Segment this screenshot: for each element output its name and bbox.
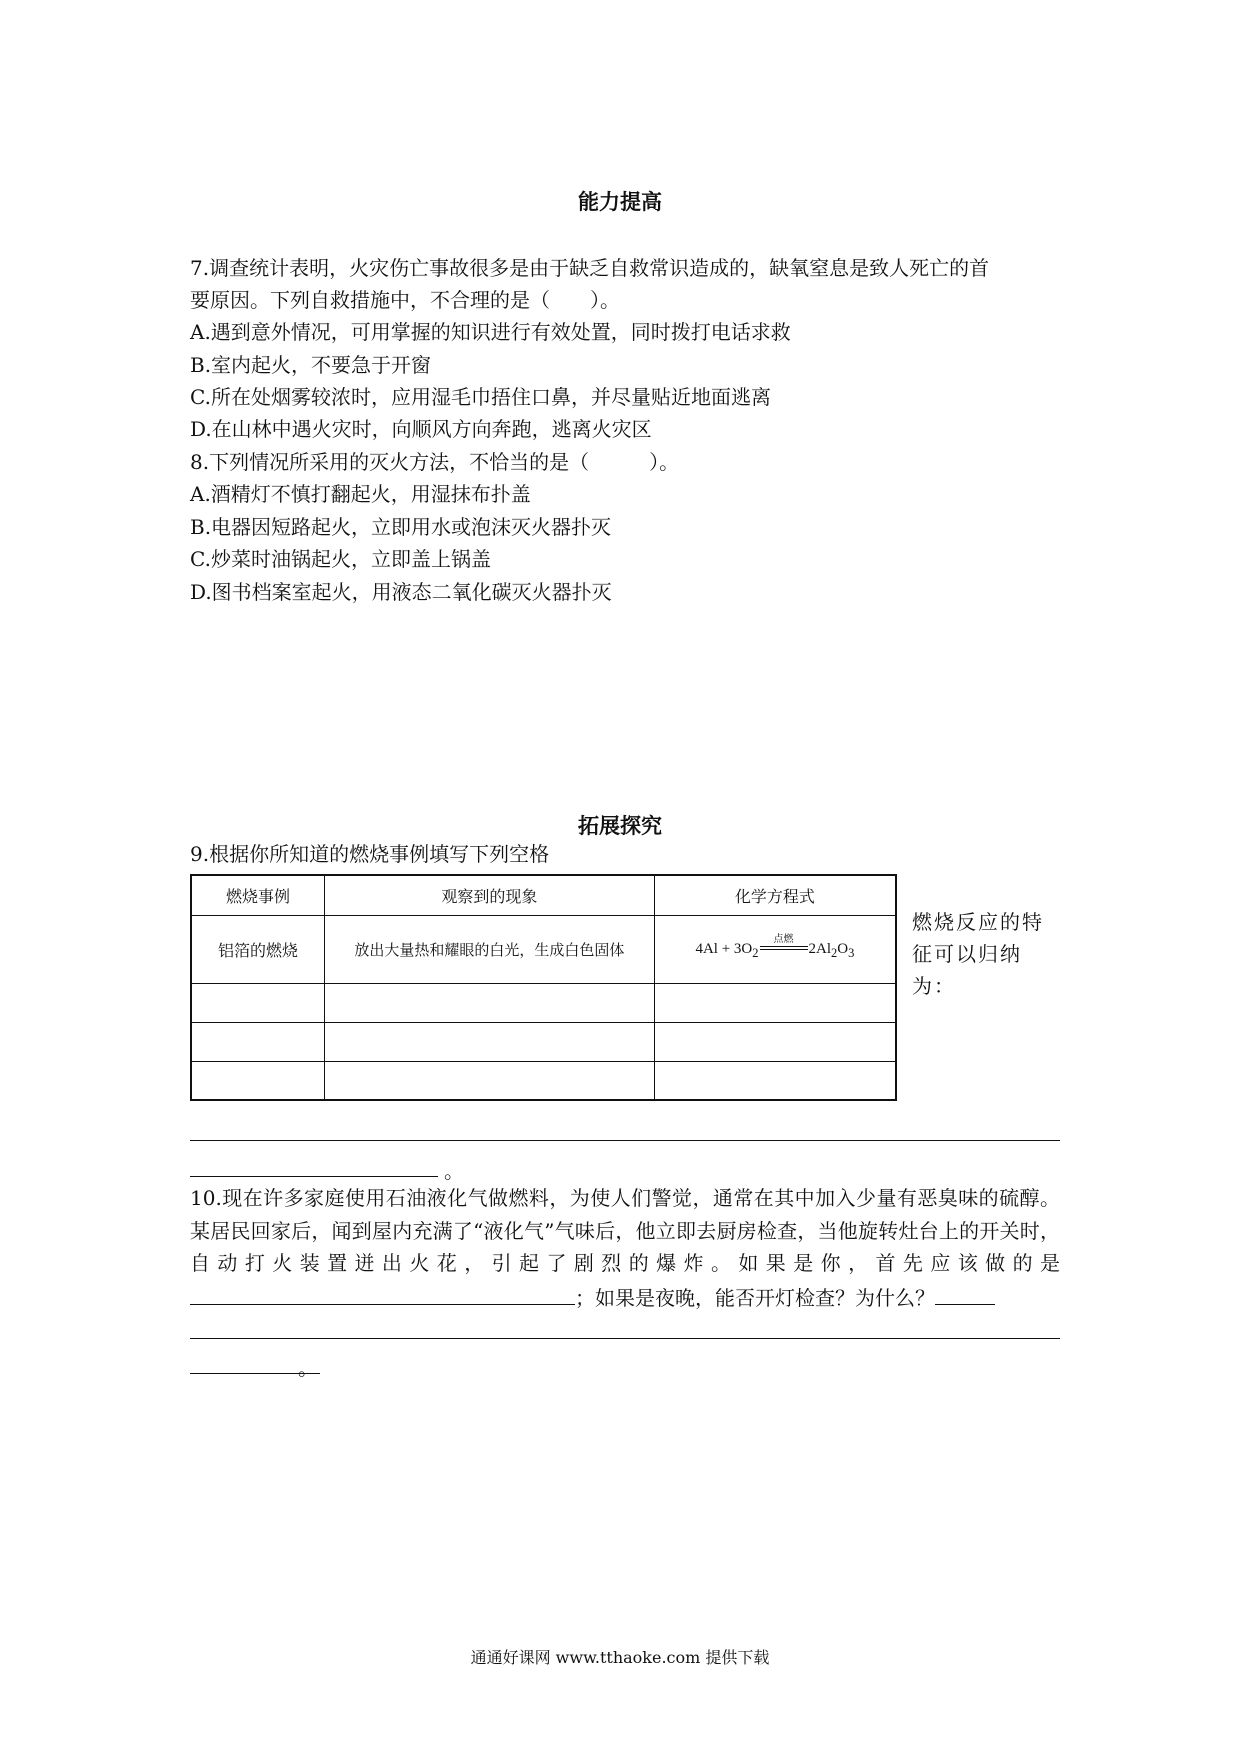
q9-side-note: 燃烧反应的特征可以归纳为： <box>912 910 1044 998</box>
section-heading-explore: 拓展探究 <box>578 813 662 838</box>
combustion-table <box>190 874 897 1101</box>
q7-option-b: B.室内起火，不要急于开窗 <box>190 353 432 377</box>
empty-cell[interactable] <box>654 983 896 1022</box>
q8-option-c: C.炒菜时油锅起火，立即盖上锅盖 <box>190 547 491 571</box>
empty-cell[interactable] <box>191 1022 325 1061</box>
chemical-equation <box>695 934 855 960</box>
eq-condition-text: 点燃 <box>773 934 794 946</box>
table-row-example <box>191 915 896 983</box>
q10-answer-blank-2[interactable] <box>935 1280 995 1305</box>
table-header-row <box>191 875 896 915</box>
empty-cell[interactable] <box>191 1061 325 1100</box>
eq-condition-arrow <box>760 934 808 956</box>
empty-cell[interactable] <box>325 1061 655 1100</box>
empty-cell[interactable] <box>654 1061 896 1100</box>
q10-text-part1: 10.现在许多家庭使用石油液化气做燃料，为使人们警觉，通常在其中加入少量有恶臭味的硫醇。某居民回家后，闻到屋内充满了“液化气”气味后，他立即去厨房检查，当他旋转灶台上的开关时，自动打火装置迸出火花，引起了剧烈的爆炸。如果是你，首先应该做的是 <box>190 1186 1060 1275</box>
q10-answer-blank-1[interactable] <box>190 1280 575 1305</box>
eq-left: 4Al + 3O <box>695 940 753 957</box>
q7-stem-line1: 7.调查统计表明，火灾伤亡事故很多是由于缺乏自救常识造成的，缺氧窒息是致人死亡的首 <box>190 256 990 280</box>
q8-option-a: A.酒精灯不慎打翻起火，用湿抹布扑盖 <box>190 482 531 506</box>
q10-answer-line[interactable] <box>190 1338 1060 1339</box>
cell-phenomenon: 放出大量热和耀眼的白光，生成白色固体 <box>325 915 655 983</box>
empty-cell[interactable] <box>654 1022 896 1061</box>
q10-text <box>190 1182 1060 1314</box>
q8-stem: 8.下列情况所采用的灭火方法，不恰当的是（ ）。 <box>190 450 680 474</box>
q7-option-a: A.遇到意外情况，可用掌握的知识进行有效处置，同时拨打电话求救 <box>190 320 791 344</box>
q9-answer-line-2[interactable] <box>190 1176 438 1177</box>
section-heading-ability: 能力提高 <box>578 189 662 214</box>
eq-left-sub: 2 <box>752 945 759 960</box>
q9-stem: 9.根据你所知道的燃烧事例填写下列空格 <box>190 842 550 866</box>
empty-cell[interactable] <box>325 983 655 1022</box>
header-equation: 化学方程式 <box>654 875 896 915</box>
q10-end-mark: 。 <box>298 1356 318 1380</box>
page-footer: 通通好课网 www.tthaoke.com 提供下载 <box>470 1648 770 1667</box>
q7-option-c: C.所在处烟雾较浓时，应用湿毛巾捂住口鼻，并尽量贴近地面逃离 <box>190 385 771 409</box>
empty-cell[interactable] <box>191 983 325 1022</box>
cell-equation <box>654 915 896 983</box>
table-row-empty <box>191 1022 896 1061</box>
header-case: 燃烧事例 <box>191 875 325 915</box>
empty-cell[interactable] <box>325 1022 655 1061</box>
table-row-empty <box>191 1061 896 1100</box>
header-phenomenon: 观察到的现象 <box>325 875 655 915</box>
eq-right-mid: O <box>837 940 849 957</box>
q7-option-d: D.在山林中遇火灾时，向顺风方向奔跑，逃离火灾区 <box>190 417 652 441</box>
table-row-empty <box>191 983 896 1022</box>
q8-option-b: B.电器因短路起火，立即用水或泡沫灭火器扑灭 <box>190 515 612 539</box>
eq-right-sub2: 3 <box>848 945 855 960</box>
q7-stem-line2: 要原因。下列自救措施中，不合理的是（ ）。 <box>190 288 620 312</box>
q9-answer-line-1[interactable] <box>190 1140 1060 1141</box>
eq-right-sub1: 2 <box>831 945 838 960</box>
q9-end-mark: 。 <box>444 1159 464 1183</box>
eq-right: 2Al <box>808 940 831 957</box>
q10-text-part2: ；如果是夜晚，能否开灯检查？为什么？ <box>575 1285 935 1310</box>
q8-option-d: D.图书档案室起火，用液态二氧化碳灭火器扑灭 <box>190 580 612 604</box>
cell-case-aluminum: 铝箔的燃烧 <box>191 915 325 983</box>
